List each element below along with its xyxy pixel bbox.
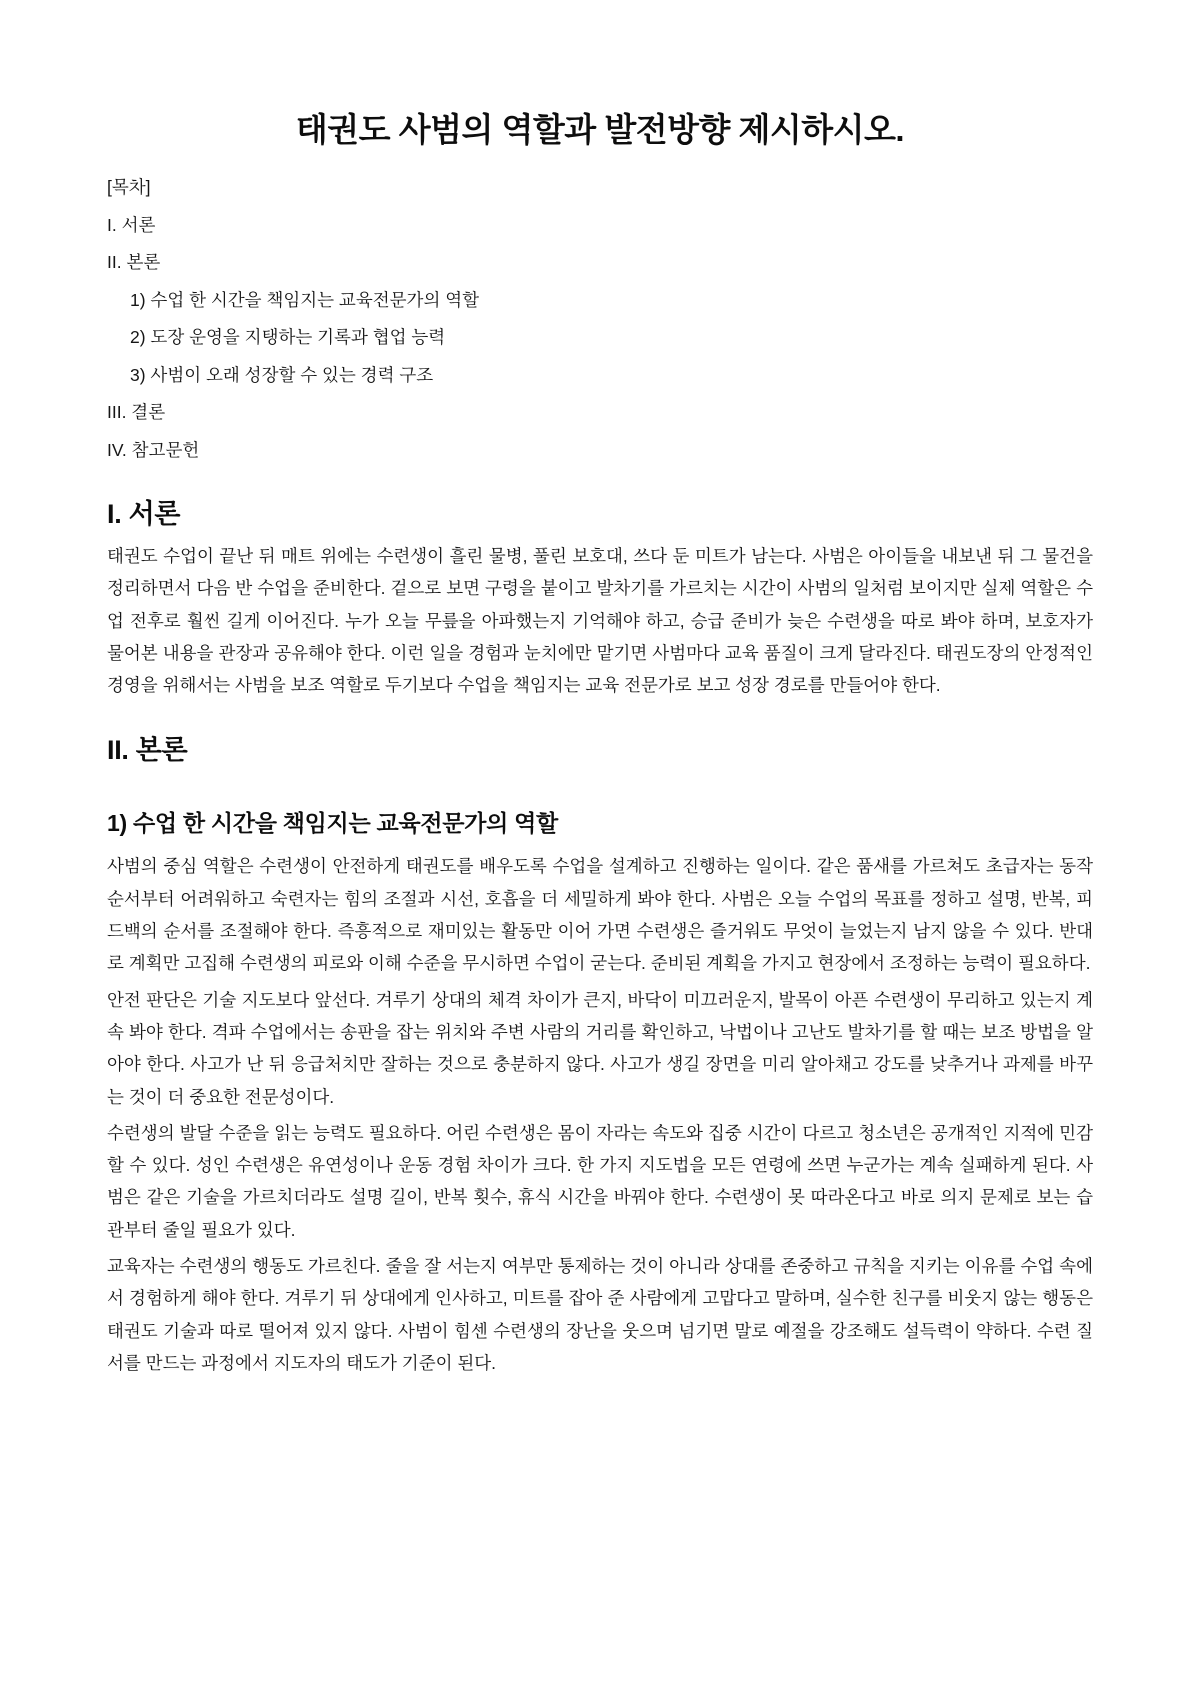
document-title: 태권도 사범의 역할과 발전방향 제시하시오. xyxy=(295,111,905,148)
body-paragraph-1: 사범의 중심 역할은 수련생이 안전하게 태권도를 배우도록 수업을 설계하고 진행하는 일이다. 같은 품새를 가르쳐도 초급자는 동작 순서부터 어려워하고 숙련자는 힘의 조절과 시선, 호흡을 더 세밀하게 봐야 한다. 사범은 오늘 수업의 목표를 정하고 설명, 반복, 피드백의 순서를 조절해야 한다. 즉흥적으로 재미있는 활동만 이어 가면 수련생은 즐거워도 무엇이 늘었는지 남지 않을 수 있다. 반대로 계획만 고집해 수련생의 피로와 이해 수준을 무시하면 수업이 굳는다. 준비된 계획을 가지고 현장에서 조정하는 능력이 필요하다. xyxy=(107,856,1093,974)
introduction-paragraph: 태권도 수업이 끝난 뒤 매트 위에는 수련생이 흘린 물병, 풀린 보호대, 쓰다 둔 미트가 남는다. 사범은 아이들을 내보낸 뒤 그 물건을 정리하면서 다음 반 수업을 준비한다. 겉으로 보면 구령을 붙이고 발차기를 가르치는 시간이 사범의 일처럼 보이지만 실제 역할은 수업 전후로 훨씬 길게 이어진다. 누가 오늘 무릎을 아파했는지 기억해야 하고, 승급 준비가 늦은 수련생을 따로 봐야 하며, 보호자가 물어본 내용을 관장과 공유해야 한다. 이런 일을 경험과 눈치에만 맡기면 사범마다 교육 품질이 크게 달라진다. 태권도장의 안정적인 경영을 위해서는 사범을 보조 역할로 두기보다 수업을 책임지는 교육 전문가로 보고 성장 경로를 만들어야 한다. xyxy=(107,546,1093,696)
toc-item-references: IV. 참고문헌 xyxy=(107,439,200,460)
toc-item-conclusion: III. 결론 xyxy=(107,402,166,422)
toc-item-body-section-3: 3) 사범이 오래 성장할 수 있는 경력 구조 xyxy=(130,364,434,385)
toc-heading: [목차] xyxy=(107,177,151,197)
toc-item-body-section-1: 1) 수업 한 시간을 책임지는 교육전문가의 역할 xyxy=(130,289,480,310)
table-of-contents xyxy=(107,169,1093,469)
body-paragraph-2: 안전 판단은 기술 지도보다 앞선다. 겨루기 상대의 체격 차이가 큰지, 바닥이 미끄러운지, 발목이 아픈 수련생이 무리하고 있는지 계속 봐야 한다. 격파 수업에서는 송판을 잡는 위치와 주변 사람의 거리를 확인하고, 낙법이나 고난도 발차기를 할 때는 보조 방법을 알아야 한다. 사고가 난 뒤 응급처치만 잘하는 것으로 충분하지 않다. 사고가 생길 장면을 미리 알아채고 강도를 낮추거나 과제를 바꾸는 것이 더 중요한 전문성이다. xyxy=(107,989,1093,1107)
section-heading-introduction: I. 서론 xyxy=(107,499,181,529)
subsection-heading-1: 1) 수업 한 시간을 책임지는 교육전문가의 역할 xyxy=(107,810,558,837)
toc-item-introduction: I. 서론 xyxy=(107,214,156,235)
toc-item-body: II. 본론 xyxy=(107,252,161,272)
section-heading-body: II. 본론 xyxy=(107,735,188,766)
body-paragraph-4: 교육자는 수련생의 행동도 가르친다. 줄을 잘 서는지 여부만 통제하는 것이 아니라 상대를 존중하고 규칙을 지키는 이유를 수업 속에서 경험하게 해야 한다. 겨루기 뒤 상대에게 인사하고, 미트를 잡아 준 사람에게 고맙다고 말하며, 실수한 친구를 비웃지 않는 행동은 태권도 기술과 따로 떨어져 있지 않다. 사범이 힘센 수련생의 장난을 웃으며 넘기면 말로 예절을 강조해도 설득력이 약하다. 수련 질서를 만드는 과정에서 지도자의 태도가 기준이 된다. xyxy=(107,1256,1093,1373)
toc-item-body-section-2: 2) 도장 운영을 지탱하는 기록과 협업 능력 xyxy=(130,327,446,347)
body-paragraph-3: 수련생의 발달 수준을 읽는 능력도 필요하다. 어린 수련생은 몸이 자라는 속도와 집중 시간이 다르고 청소년은 공개적인 지적에 민감할 수 있다. 성인 수련생은 유연성이나 운동 경험 차이가 크다. 한 가지 지도법을 모든 연령에 쓰면 누군가는 계속 실패하게 된다. 사범은 같은 기술을 가르치더라도 설명 길이, 반복 횟수, 휴식 시간을 바꿔야 한다. 수련생이 못 따라온다고 바로 의지 문제로 보는 습관부터 줄일 필요가 있다. xyxy=(107,1122,1093,1240)
